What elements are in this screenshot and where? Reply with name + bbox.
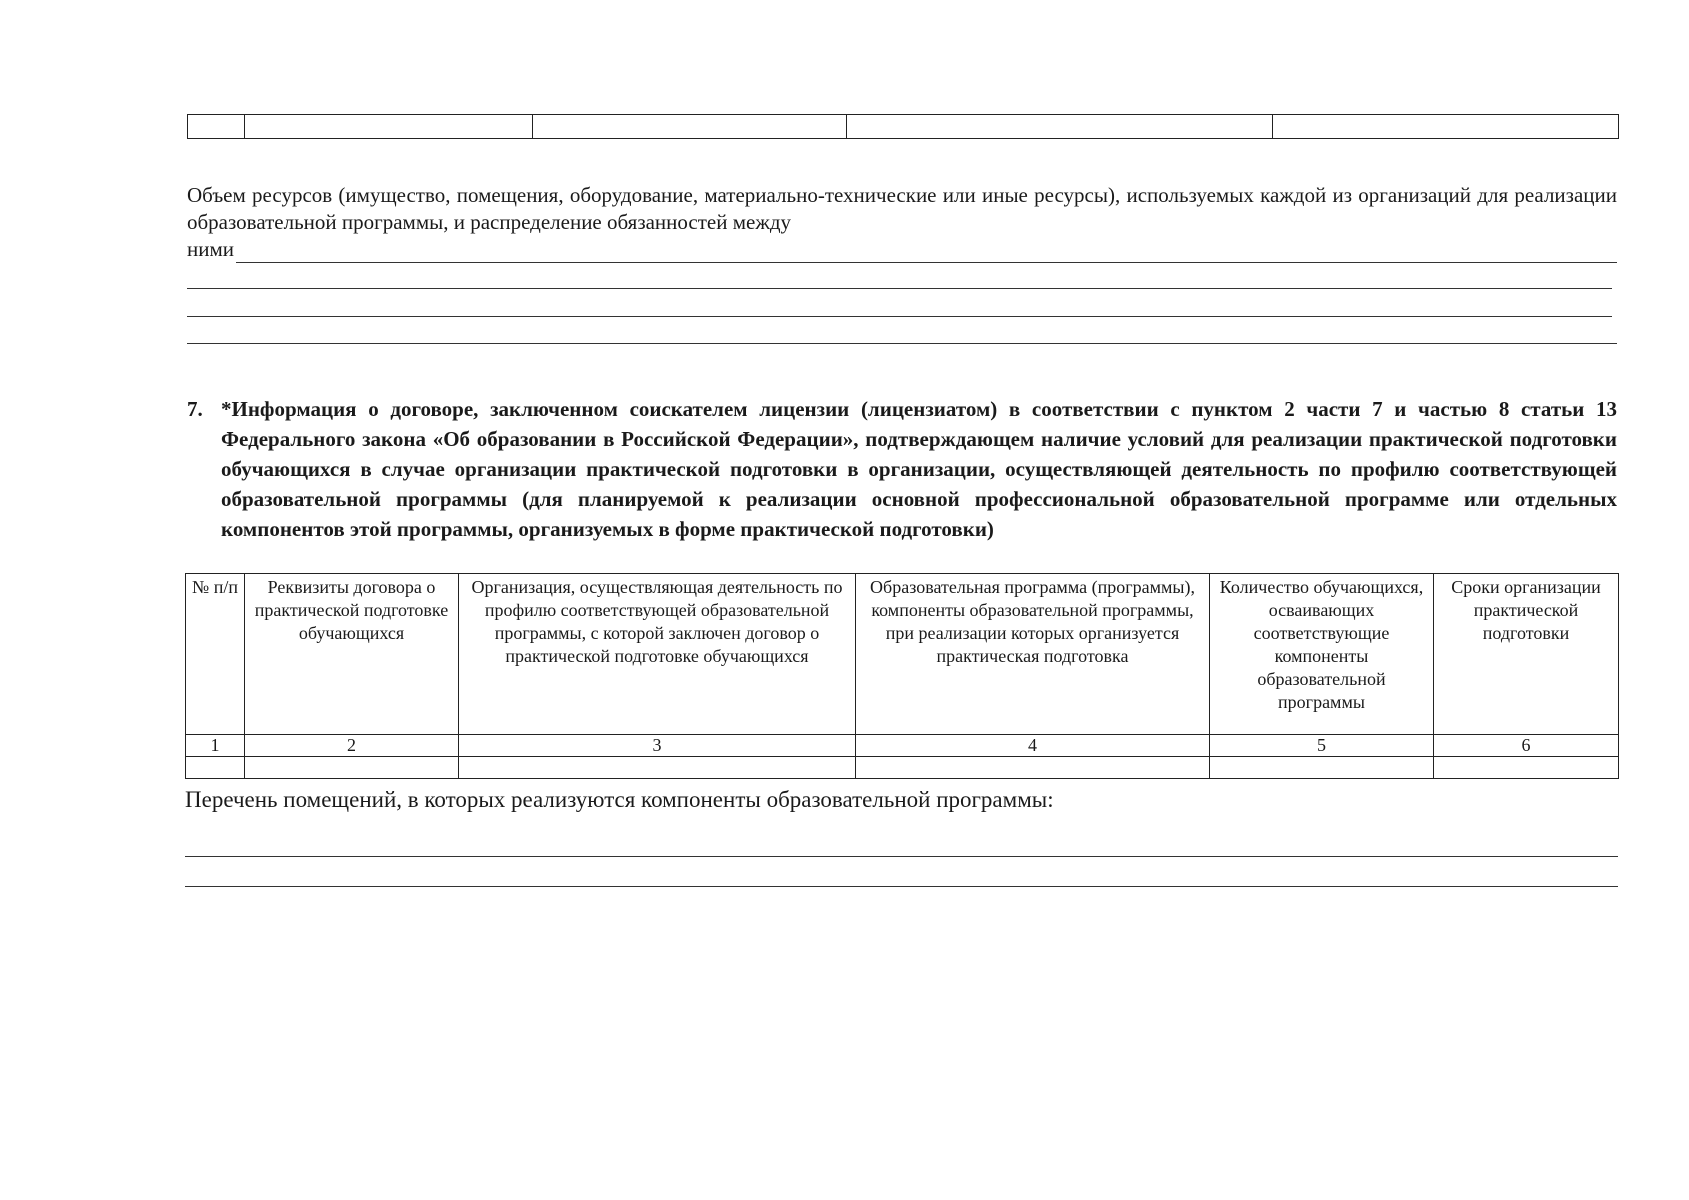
table-cell[interactable] xyxy=(245,757,459,779)
fill-line[interactable] xyxy=(187,343,1617,344)
fill-line[interactable] xyxy=(185,856,1618,857)
rooms-label: Перечень помещений, в которых реализуются компоненты образовательной программы: xyxy=(185,787,1054,812)
resources-fill-row xyxy=(187,236,1617,263)
column-header: Реквизиты договора о практической подготовке обучающихся xyxy=(245,574,459,735)
table-row xyxy=(186,757,1619,779)
fill-line[interactable] xyxy=(187,316,1612,317)
column-header: Количество обучающихся, осваивающих соответствующие компоненты образовательной программы xyxy=(1210,574,1434,735)
table-cell xyxy=(533,115,847,139)
table-cell xyxy=(847,115,1273,139)
resources-tail: ними xyxy=(187,237,235,261)
fill-line[interactable] xyxy=(187,288,1612,289)
column-number: 4 xyxy=(856,735,1210,757)
table-cell xyxy=(188,115,245,139)
column-number: 2 xyxy=(245,735,459,757)
table-cell[interactable] xyxy=(1434,757,1619,779)
table-cell[interactable] xyxy=(1210,757,1434,779)
column-number: 6 xyxy=(1434,735,1619,757)
top-empty-table xyxy=(187,114,1619,139)
table-cell[interactable] xyxy=(856,757,1210,779)
column-number: 5 xyxy=(1210,735,1434,757)
table-cell xyxy=(245,115,533,139)
fill-line[interactable] xyxy=(236,242,1617,263)
section-7-heading xyxy=(187,394,1617,544)
column-number: 1 xyxy=(186,735,245,757)
section-number: 7. xyxy=(187,397,203,421)
resources-paragraph xyxy=(187,182,1617,263)
practical-training-table xyxy=(185,573,1619,779)
column-number: 3 xyxy=(459,735,856,757)
section-text: *Информация о договоре, заключенном соискателем лицензии (лицензиатом) в соответствии с пунктом 2 части 7 и частью 8 статьи 13 Федерального закона «Об образовании в Российской Федерации», подтверждающем наличие условий для реализации практической подготовки обучающихся в случае организации практической подготовки в организации, осуществляющей деятельность по профилю соответствующей образовательной программы (для планируемой к реализации основной профессиональной образовательной программе или отдельных компонентов этой программы, организуемых в форме практической подготовки) xyxy=(221,397,1617,541)
column-header: Сроки организации практической подготовки xyxy=(1434,574,1619,735)
column-number-row xyxy=(186,735,1619,757)
resources-text: Объем ресурсов (имущество, помещения, оборудование, материально-технические или иные ресурсы), используемых каждой из организаций для реализации образовательной программы, и распределение обязанностей между xyxy=(187,183,1617,234)
table-row xyxy=(188,115,1619,139)
fill-line[interactable] xyxy=(185,886,1618,887)
column-header: Организация, осуществляющая деятельность по профилю соответствующей образовательной программы, с которой заключен договор о практической подготовке обучающихся xyxy=(459,574,856,735)
table-cell[interactable] xyxy=(186,757,245,779)
column-header: Образовательная программа (программы), компоненты образовательной программы, при реализации которых организуется практическая подготовка xyxy=(856,574,1210,735)
column-header: № п/п xyxy=(186,574,245,735)
table-header-row xyxy=(186,574,1619,735)
table-cell[interactable] xyxy=(459,757,856,779)
table-cell xyxy=(1273,115,1619,139)
